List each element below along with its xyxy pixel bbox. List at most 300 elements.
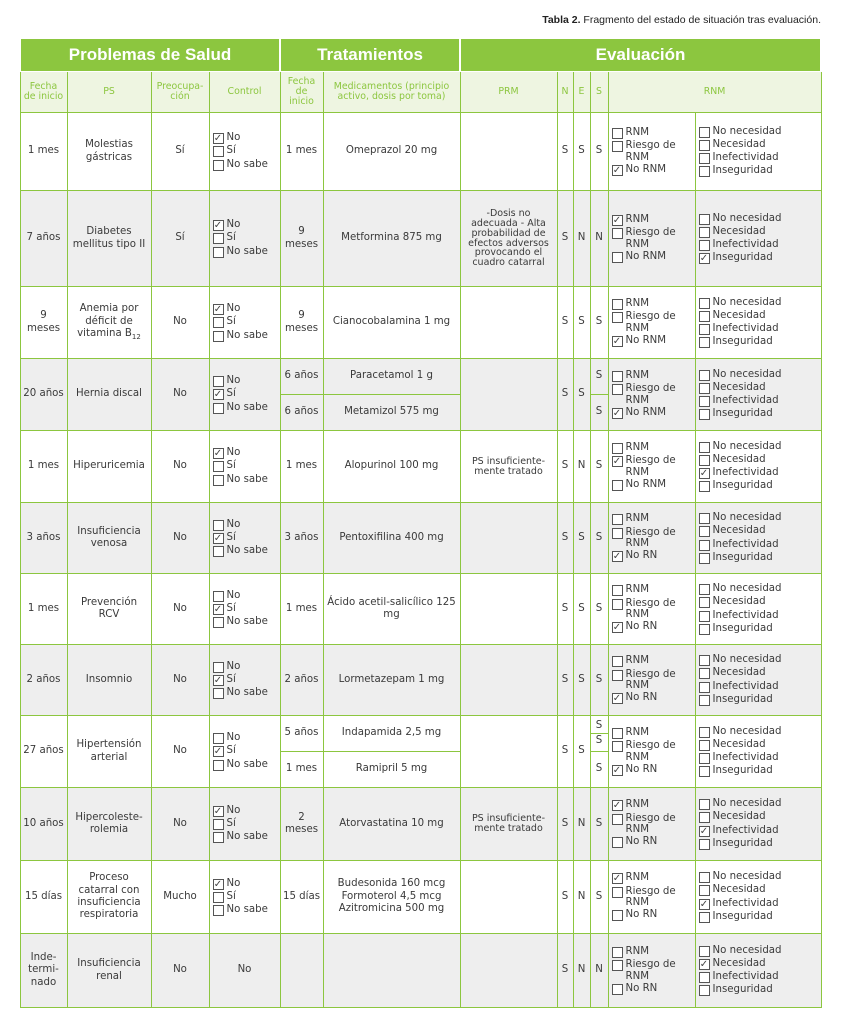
checkbox-unchecked[interactable] bbox=[213, 317, 224, 328]
cell-s-value: S bbox=[595, 406, 603, 418]
checkbox-item[interactable] bbox=[699, 454, 766, 466]
checkbox-item[interactable] bbox=[612, 799, 650, 811]
checkbox-unchecked[interactable] bbox=[213, 733, 224, 744]
rnm-status-checklist bbox=[611, 872, 693, 921]
checkbox-label: No sabe bbox=[226, 545, 268, 557]
cell-control bbox=[209, 113, 280, 191]
checkbox-item[interactable] bbox=[699, 811, 766, 823]
checkbox-unchecked[interactable] bbox=[213, 892, 224, 903]
cell-n: S bbox=[557, 861, 573, 934]
cell-rnm-status bbox=[608, 645, 695, 716]
checkbox-unchecked[interactable] bbox=[699, 153, 710, 164]
checkbox-unchecked[interactable] bbox=[213, 403, 224, 414]
checkbox-item[interactable] bbox=[699, 596, 766, 608]
checkbox-unchecked[interactable] bbox=[699, 240, 710, 251]
checkbox-item[interactable] bbox=[213, 246, 268, 258]
checkbox-unchecked[interactable] bbox=[213, 546, 224, 557]
ps-text: Hiperuricemia bbox=[73, 460, 145, 472]
checkbox-item[interactable] bbox=[699, 739, 766, 751]
checkbox-unchecked[interactable] bbox=[213, 819, 224, 830]
checkbox-item[interactable] bbox=[612, 407, 667, 419]
checkbox-item[interactable] bbox=[699, 126, 782, 138]
checkbox-unchecked[interactable] bbox=[699, 597, 710, 608]
checkbox-checked[interactable] bbox=[612, 873, 623, 884]
checkbox-unchecked[interactable] bbox=[699, 668, 710, 679]
checkbox-checked[interactable] bbox=[213, 675, 224, 686]
control-checklist bbox=[212, 447, 278, 486]
checkbox-unchecked[interactable] bbox=[699, 127, 710, 138]
checkbox-checked[interactable] bbox=[612, 765, 623, 776]
checkbox-checked[interactable] bbox=[213, 604, 224, 615]
checkbox-item[interactable] bbox=[699, 798, 782, 810]
checkbox-label: Sí bbox=[226, 817, 236, 829]
checkbox-checked[interactable] bbox=[213, 448, 224, 459]
checkbox-item[interactable] bbox=[213, 159, 268, 171]
checkbox-item[interactable] bbox=[612, 909, 658, 921]
checkbox-item[interactable] bbox=[213, 674, 236, 686]
checkbox-unchecked[interactable] bbox=[612, 960, 623, 971]
checkbox-item[interactable] bbox=[612, 598, 682, 621]
checkbox-item[interactable] bbox=[612, 455, 682, 478]
checkbox-unchecked[interactable] bbox=[612, 599, 623, 610]
checkbox-item[interactable] bbox=[612, 836, 658, 848]
checkbox-checked[interactable] bbox=[213, 304, 224, 315]
checkbox-item[interactable] bbox=[699, 369, 782, 381]
checkbox-item[interactable] bbox=[699, 336, 773, 348]
checkbox-item[interactable] bbox=[699, 958, 766, 970]
checkbox-unchecked[interactable] bbox=[612, 887, 623, 898]
section-header-row bbox=[20, 39, 821, 72]
checkbox-item[interactable] bbox=[612, 692, 658, 704]
cell-e: S bbox=[573, 359, 590, 431]
cell-medicamento: Budesonida 160 mcg Formoterol 4,5 mcg Azitromicina 500 mg bbox=[323, 861, 460, 934]
checkbox-item[interactable] bbox=[612, 946, 650, 958]
checkbox-item[interactable] bbox=[612, 727, 650, 739]
col-ps: PS bbox=[67, 72, 151, 113]
checkbox-unchecked[interactable] bbox=[699, 481, 710, 492]
checkbox-item[interactable] bbox=[612, 740, 682, 763]
checkbox-item[interactable] bbox=[699, 310, 766, 322]
checkbox-label: No bbox=[226, 375, 241, 387]
checkbox-item[interactable] bbox=[699, 825, 779, 837]
checkbox-unchecked[interactable] bbox=[699, 655, 710, 666]
checkbox-label: Sí bbox=[226, 145, 236, 157]
checkbox-unchecked[interactable] bbox=[213, 688, 224, 699]
checkbox-item[interactable] bbox=[612, 383, 682, 406]
checkbox-item[interactable] bbox=[699, 945, 782, 957]
checkbox-checked[interactable] bbox=[612, 408, 623, 419]
checkbox-item[interactable] bbox=[699, 694, 773, 706]
checkbox-item[interactable] bbox=[699, 252, 773, 264]
checkbox-item[interactable] bbox=[699, 213, 782, 225]
checkbox-checked[interactable] bbox=[213, 220, 224, 231]
checkbox-item[interactable] bbox=[699, 623, 773, 635]
checkbox-unchecked[interactable] bbox=[699, 298, 710, 309]
checkbox-item[interactable] bbox=[612, 584, 650, 596]
checkbox-item[interactable] bbox=[612, 983, 658, 995]
checkbox-item[interactable] bbox=[699, 467, 779, 479]
checkbox-unchecked[interactable] bbox=[612, 741, 623, 752]
checkbox-item[interactable] bbox=[612, 513, 650, 525]
checkbox-checked[interactable] bbox=[699, 253, 710, 264]
cell-s-value: S bbox=[591, 720, 608, 734]
checkbox-item[interactable] bbox=[699, 165, 773, 177]
checkbox-item[interactable] bbox=[213, 402, 268, 414]
cell-s-value: S bbox=[595, 145, 603, 157]
checkbox-item[interactable] bbox=[612, 813, 682, 836]
check-icon: ✓ bbox=[612, 164, 622, 176]
caption-text: Fragmento del estado de situación tras evaluación. bbox=[580, 14, 821, 26]
checkbox-unchecked[interactable] bbox=[699, 383, 710, 394]
checkbox-unchecked[interactable] bbox=[699, 396, 710, 407]
checkbox-unchecked[interactable] bbox=[612, 585, 623, 596]
checkbox-unchecked[interactable] bbox=[213, 475, 224, 486]
checkbox-item[interactable] bbox=[213, 375, 241, 387]
checkbox-item[interactable] bbox=[699, 239, 779, 251]
cell-control bbox=[209, 359, 280, 431]
checkbox-unchecked[interactable] bbox=[612, 814, 623, 825]
checkbox-unchecked[interactable] bbox=[612, 947, 623, 958]
checkbox-unchecked[interactable] bbox=[612, 141, 623, 152]
checkbox-item[interactable] bbox=[213, 316, 236, 328]
cell-ps bbox=[67, 788, 151, 861]
rnm-status-checklist bbox=[611, 127, 693, 176]
checkbox-item[interactable] bbox=[213, 474, 268, 486]
checkbox-checked[interactable] bbox=[612, 622, 623, 633]
checkbox-checked[interactable] bbox=[612, 456, 623, 467]
checkbox-item[interactable] bbox=[213, 818, 236, 830]
cell-med-fecha: 3 años bbox=[280, 503, 323, 574]
checkbox-item[interactable] bbox=[699, 382, 766, 394]
checkbox-unchecked[interactable] bbox=[699, 812, 710, 823]
checkbox-unchecked[interactable] bbox=[699, 540, 710, 551]
checkbox-item[interactable] bbox=[213, 447, 241, 459]
checkbox-unchecked[interactable] bbox=[699, 740, 710, 751]
checkbox-unchecked[interactable] bbox=[699, 166, 710, 177]
checkbox-checked[interactable] bbox=[213, 533, 224, 544]
checkbox-item[interactable] bbox=[612, 140, 682, 163]
cell-medicamento: Indapamida 2,5 mg bbox=[323, 716, 460, 752]
checkbox-unchecked[interactable] bbox=[213, 376, 224, 387]
checkbox-unchecked[interactable] bbox=[699, 409, 710, 420]
checkbox-item[interactable] bbox=[699, 752, 779, 764]
checkbox-label: No sabe bbox=[226, 158, 268, 170]
ps-subscript: 12 bbox=[131, 333, 141, 342]
checkbox-checked[interactable] bbox=[612, 336, 623, 347]
checkbox-item[interactable] bbox=[699, 441, 782, 453]
cell-med-fecha: 1 mes bbox=[280, 113, 323, 191]
checkbox-unchecked[interactable] bbox=[699, 753, 710, 764]
checkbox-unchecked[interactable] bbox=[699, 682, 710, 693]
checkbox-label: No bbox=[226, 804, 241, 816]
checkbox-item[interactable] bbox=[213, 388, 236, 400]
checkbox-item[interactable] bbox=[612, 886, 682, 909]
checkbox-label: No RN bbox=[625, 550, 658, 562]
section-tratamientos: Tratamientos bbox=[280, 39, 460, 72]
checkbox-item[interactable] bbox=[213, 732, 241, 744]
checkbox-item[interactable] bbox=[612, 442, 650, 454]
checkbox-checked[interactable] bbox=[699, 959, 710, 970]
rnm-status-checklist bbox=[611, 513, 693, 562]
checkbox-item[interactable] bbox=[213, 661, 241, 673]
cell-med-fecha: 5 años bbox=[280, 716, 323, 752]
checkbox-unchecked[interactable] bbox=[213, 832, 224, 843]
checkbox-item[interactable] bbox=[699, 911, 773, 923]
checkbox-unchecked[interactable] bbox=[213, 905, 224, 916]
checkbox-item[interactable] bbox=[213, 805, 241, 817]
checkbox-item[interactable] bbox=[699, 654, 782, 666]
checkbox-item[interactable] bbox=[612, 214, 650, 226]
checkbox-item[interactable] bbox=[612, 251, 667, 263]
checkbox-unchecked[interactable] bbox=[699, 311, 710, 322]
control-checklist bbox=[212, 878, 278, 917]
checkbox-checked[interactable] bbox=[612, 215, 623, 226]
checkbox-unchecked[interactable] bbox=[699, 727, 710, 738]
checkbox-unchecked[interactable] bbox=[699, 912, 710, 923]
checkbox-item[interactable] bbox=[699, 667, 766, 679]
checkbox-item[interactable] bbox=[612, 127, 650, 139]
checkbox-unchecked[interactable] bbox=[699, 370, 710, 381]
checkbox-unchecked[interactable] bbox=[699, 839, 710, 850]
check-icon: ✓ bbox=[213, 878, 223, 890]
checkbox-checked[interactable] bbox=[213, 133, 224, 144]
cell-rnm-type bbox=[695, 503, 821, 574]
checkbox-unchecked[interactable] bbox=[699, 695, 710, 706]
checkbox-item[interactable] bbox=[213, 460, 236, 472]
checkbox-unchecked[interactable] bbox=[699, 872, 710, 883]
checkbox-unchecked[interactable] bbox=[612, 371, 623, 382]
checkbox-item[interactable] bbox=[699, 884, 766, 896]
checkbox-unchecked[interactable] bbox=[213, 331, 224, 342]
checkbox-checked[interactable] bbox=[699, 826, 710, 837]
checkbox-unchecked[interactable] bbox=[213, 520, 224, 531]
checkbox-checked[interactable] bbox=[699, 899, 710, 910]
checkbox-item[interactable] bbox=[612, 872, 650, 884]
cell-medicamento: Omeprazol 20 mg bbox=[323, 113, 460, 191]
checkbox-item[interactable] bbox=[699, 395, 779, 407]
checkbox-unchecked[interactable] bbox=[699, 799, 710, 810]
checkbox-unchecked[interactable] bbox=[612, 514, 623, 525]
checkbox-unchecked[interactable] bbox=[699, 611, 710, 622]
checkbox-item[interactable] bbox=[699, 898, 779, 910]
checkbox-item[interactable] bbox=[612, 527, 682, 550]
checkbox-item[interactable] bbox=[699, 297, 782, 309]
checkbox-unchecked[interactable] bbox=[699, 140, 710, 151]
checkbox-item[interactable] bbox=[699, 765, 773, 777]
checkbox-unchecked[interactable] bbox=[699, 227, 710, 238]
check-icon: ✓ bbox=[213, 674, 223, 686]
checkbox-item[interactable] bbox=[612, 370, 650, 382]
checkbox-unchecked[interactable] bbox=[612, 128, 623, 139]
checkbox-checked[interactable] bbox=[612, 165, 623, 176]
checkbox-item[interactable] bbox=[699, 681, 779, 693]
cell-prm bbox=[460, 503, 557, 574]
checkbox-item[interactable] bbox=[612, 764, 658, 776]
checkbox-label: Inseguridad bbox=[712, 252, 773, 264]
checkbox-checked[interactable] bbox=[612, 800, 623, 811]
check-icon: ✓ bbox=[612, 873, 622, 885]
checkbox-checked[interactable] bbox=[699, 468, 710, 479]
checkbox-unchecked[interactable] bbox=[699, 885, 710, 896]
checkbox-unchecked[interactable] bbox=[699, 455, 710, 466]
checkbox-unchecked[interactable] bbox=[213, 160, 224, 171]
checkbox-item[interactable] bbox=[213, 330, 268, 342]
checkbox-item[interactable] bbox=[213, 590, 241, 602]
checkbox-checked[interactable] bbox=[213, 389, 224, 400]
checkbox-item[interactable] bbox=[699, 610, 779, 622]
checkbox-checked[interactable] bbox=[213, 879, 224, 890]
checkbox-unchecked[interactable] bbox=[699, 985, 710, 996]
checkbox-item[interactable] bbox=[213, 519, 241, 531]
checkbox-item[interactable] bbox=[612, 669, 682, 692]
checkbox-unchecked[interactable] bbox=[213, 146, 224, 157]
checkbox-unchecked[interactable] bbox=[699, 324, 710, 335]
checkbox-unchecked[interactable] bbox=[699, 946, 710, 957]
checkbox-item[interactable] bbox=[213, 532, 236, 544]
rnm-type-checklist bbox=[698, 512, 819, 564]
checkbox-item[interactable] bbox=[699, 512, 782, 524]
cell-e: S bbox=[573, 287, 590, 359]
checkbox-item[interactable] bbox=[699, 838, 773, 850]
checkbox-item[interactable] bbox=[213, 132, 241, 144]
checkbox-item[interactable] bbox=[213, 603, 236, 615]
evaluation-table bbox=[19, 38, 822, 1008]
cell-fecha: 20 años bbox=[20, 359, 67, 431]
checkbox-unchecked[interactable] bbox=[213, 662, 224, 673]
cell-n: S bbox=[557, 431, 573, 503]
checkbox-checked[interactable] bbox=[612, 693, 623, 704]
checkbox-unchecked[interactable] bbox=[612, 443, 623, 454]
checkbox-item[interactable] bbox=[699, 408, 773, 420]
checkbox-unchecked[interactable] bbox=[213, 233, 224, 244]
checkbox-label: No sabe bbox=[226, 758, 268, 770]
checkbox-item[interactable] bbox=[612, 479, 667, 491]
checkbox-unchecked[interactable] bbox=[612, 299, 623, 310]
checkbox-unchecked[interactable] bbox=[213, 760, 224, 771]
checkbox-unchecked[interactable] bbox=[699, 513, 710, 524]
checkbox-unchecked[interactable] bbox=[213, 461, 224, 472]
checkbox-item[interactable] bbox=[213, 904, 268, 916]
checkbox-item[interactable] bbox=[213, 145, 236, 157]
checkbox-unchecked[interactable] bbox=[612, 837, 623, 848]
checkbox-item[interactable] bbox=[213, 759, 268, 771]
checkbox-item[interactable] bbox=[699, 984, 773, 996]
checkbox-unchecked[interactable] bbox=[213, 247, 224, 258]
checkbox-item[interactable] bbox=[699, 525, 766, 537]
cell-prm bbox=[460, 934, 557, 1008]
checkbox-item[interactable] bbox=[612, 298, 650, 310]
checkbox-item[interactable] bbox=[699, 323, 779, 335]
rnm-status-checklist bbox=[611, 584, 693, 633]
checkbox-item[interactable] bbox=[213, 745, 236, 757]
checkbox-checked[interactable] bbox=[213, 746, 224, 757]
checkbox-item[interactable] bbox=[213, 831, 268, 843]
cell-fecha: 2 años bbox=[20, 645, 67, 716]
checkbox-item[interactable] bbox=[699, 226, 766, 238]
checkbox-unchecked[interactable] bbox=[699, 624, 710, 635]
check-icon: ✓ bbox=[699, 898, 709, 910]
checkbox-item[interactable] bbox=[699, 480, 773, 492]
checkbox-item[interactable] bbox=[699, 539, 779, 551]
checkbox-label: Necesidad bbox=[712, 667, 766, 679]
checkbox-item[interactable] bbox=[699, 552, 773, 564]
checkbox-unchecked[interactable] bbox=[612, 228, 623, 239]
checkbox-unchecked[interactable] bbox=[612, 312, 623, 323]
checkbox-label: No bbox=[226, 589, 241, 601]
checkbox-unchecked[interactable] bbox=[213, 591, 224, 602]
checkbox-unchecked[interactable] bbox=[612, 528, 623, 539]
checkbox-item[interactable] bbox=[699, 152, 779, 164]
checkbox-item[interactable] bbox=[213, 891, 236, 903]
checkbox-item[interactable] bbox=[612, 311, 682, 334]
checkbox-label: No sabe bbox=[226, 616, 268, 628]
checkbox-unchecked[interactable] bbox=[612, 384, 623, 395]
checkbox-checked[interactable] bbox=[612, 551, 623, 562]
checkbox-item[interactable] bbox=[213, 878, 241, 890]
checkbox-unchecked[interactable] bbox=[699, 766, 710, 777]
checkbox-unchecked[interactable] bbox=[612, 252, 623, 263]
checkbox-unchecked[interactable] bbox=[612, 480, 623, 491]
checkbox-item[interactable] bbox=[612, 227, 682, 250]
checkbox-unchecked[interactable] bbox=[612, 670, 623, 681]
checkbox-unchecked[interactable] bbox=[699, 214, 710, 225]
checkbox-item[interactable] bbox=[699, 726, 782, 738]
cell-preocupacion: No bbox=[151, 788, 209, 861]
checkbox-unchecked[interactable] bbox=[699, 584, 710, 595]
checkbox-unchecked[interactable] bbox=[699, 526, 710, 537]
checkbox-unchecked[interactable] bbox=[612, 728, 623, 739]
cell-preocupacion: Sí bbox=[151, 191, 209, 287]
checkbox-label: No necesidad bbox=[712, 368, 782, 380]
checkbox-item[interactable] bbox=[213, 232, 236, 244]
checkbox-item[interactable] bbox=[699, 971, 779, 983]
checkbox-item[interactable] bbox=[213, 545, 268, 557]
checkbox-unchecked[interactable] bbox=[612, 910, 623, 921]
checkbox-item[interactable] bbox=[213, 303, 241, 315]
checkbox-unchecked[interactable] bbox=[699, 972, 710, 983]
checkbox-item[interactable] bbox=[612, 655, 650, 667]
checkbox-unchecked[interactable] bbox=[612, 656, 623, 667]
checkbox-checked[interactable] bbox=[213, 806, 224, 817]
checkbox-unchecked[interactable] bbox=[213, 617, 224, 628]
checkbox-item[interactable] bbox=[612, 621, 658, 633]
checkbox-item[interactable] bbox=[612, 335, 667, 347]
rnm-type-checklist bbox=[698, 297, 819, 349]
checkbox-item[interactable] bbox=[699, 139, 766, 151]
checkbox-label: No bbox=[226, 877, 241, 889]
checkbox-unchecked[interactable] bbox=[699, 442, 710, 453]
checkbox-item[interactable] bbox=[612, 164, 667, 176]
checkbox-item[interactable] bbox=[612, 959, 682, 982]
checkbox-unchecked[interactable] bbox=[699, 553, 710, 564]
cell-fecha: 1 mes bbox=[20, 431, 67, 503]
cell-ps bbox=[67, 431, 151, 503]
checkbox-item[interactable] bbox=[213, 687, 268, 699]
checkbox-label: Inefectividad bbox=[712, 680, 779, 692]
checkbox-item[interactable] bbox=[612, 550, 658, 562]
checkbox-unchecked[interactable] bbox=[612, 984, 623, 995]
cell-s bbox=[590, 574, 608, 645]
cell-med-fecha: 15 días bbox=[280, 861, 323, 934]
cell-medicamento: Ramipril 5 mg bbox=[323, 752, 460, 788]
checkbox-item[interactable] bbox=[213, 219, 241, 231]
checkbox-label: Sí bbox=[226, 460, 236, 472]
checkbox-unchecked[interactable] bbox=[699, 337, 710, 348]
checkbox-label: Inseguridad bbox=[712, 984, 773, 996]
checkbox-item[interactable] bbox=[699, 583, 782, 595]
checkbox-item[interactable] bbox=[213, 616, 268, 628]
checkbox-item[interactable] bbox=[699, 871, 782, 883]
